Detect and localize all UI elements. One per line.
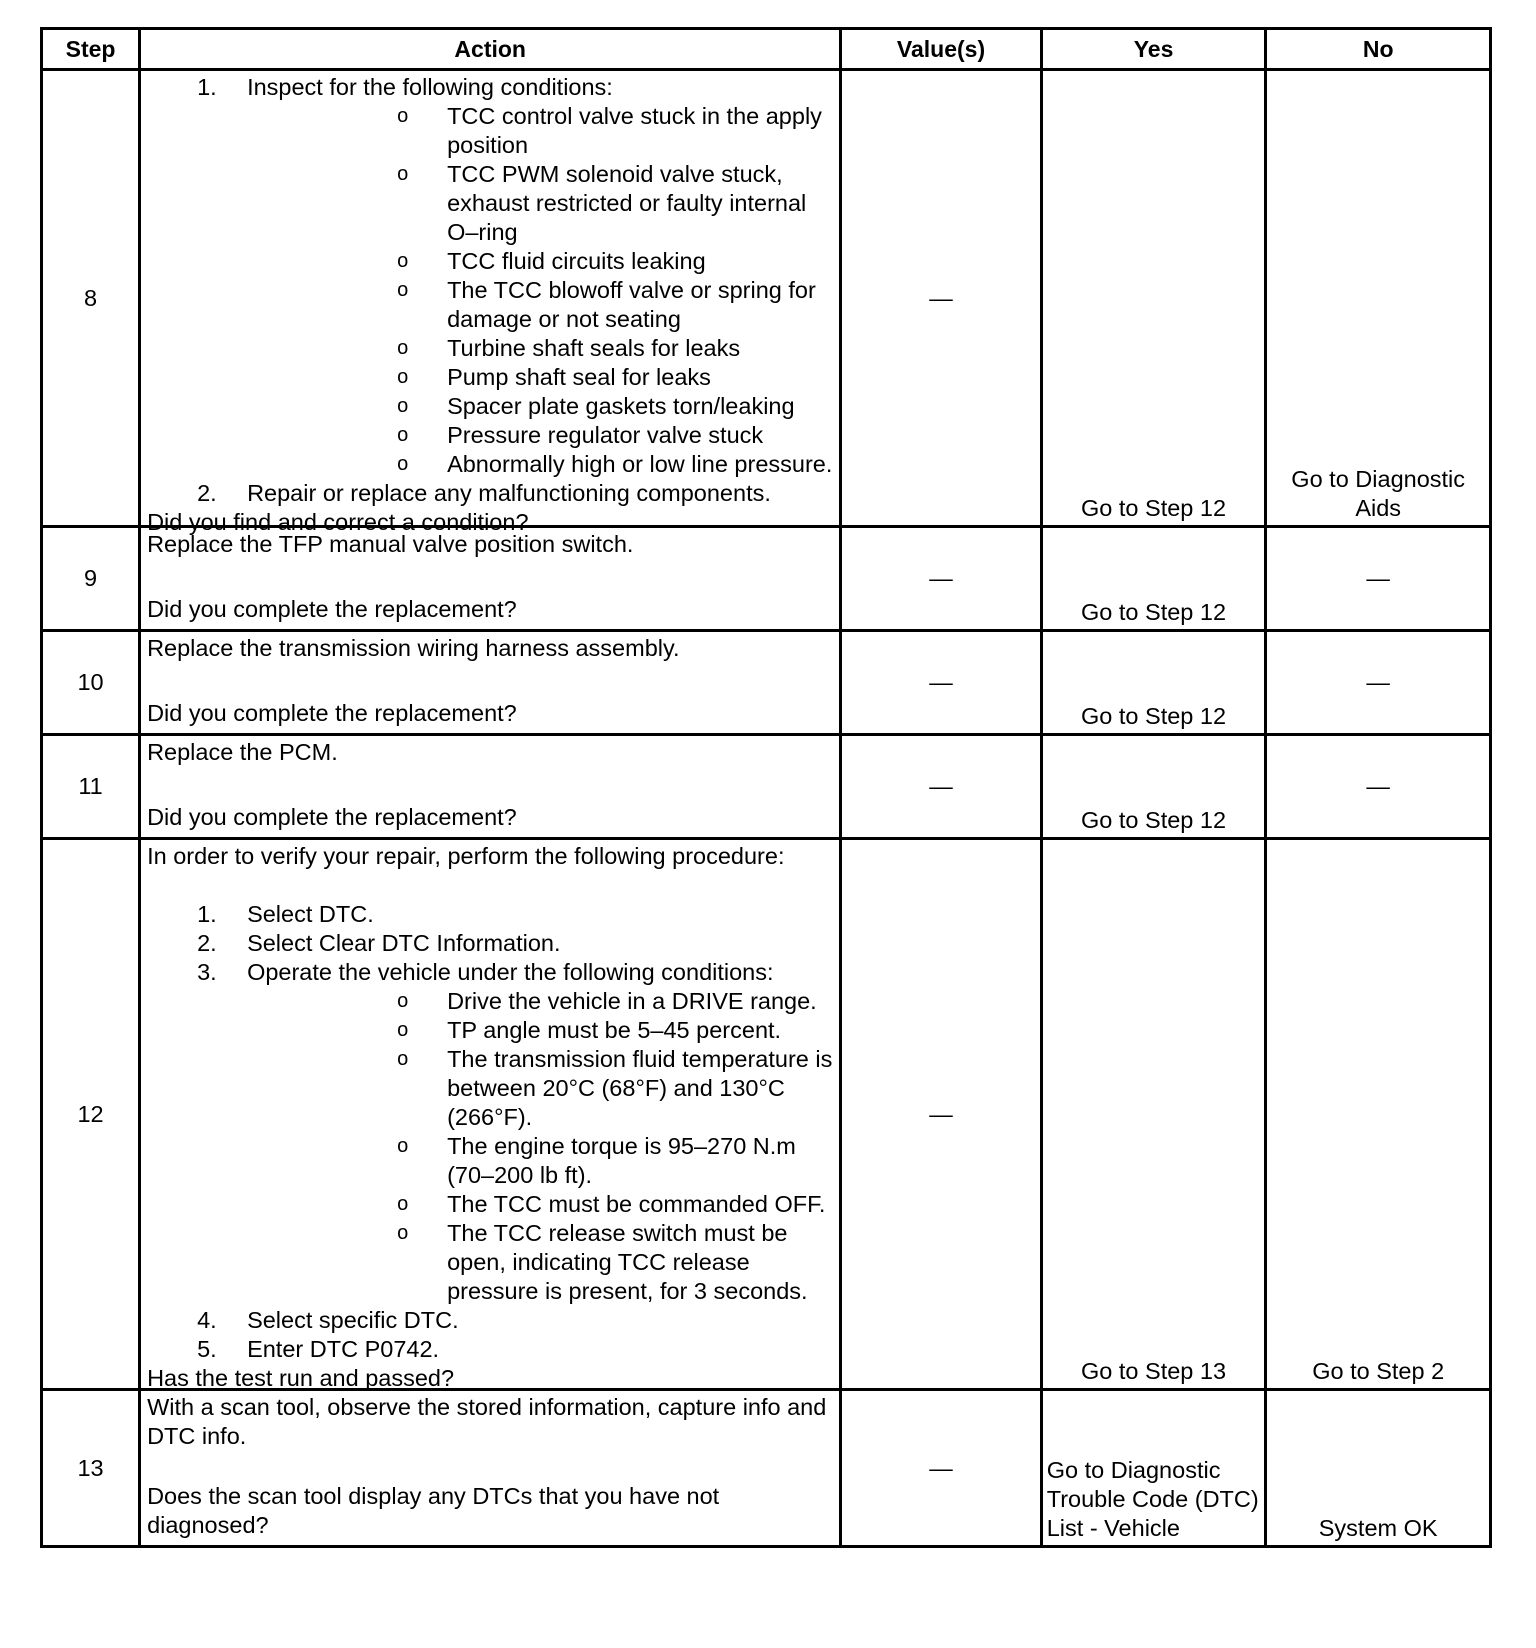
action-question: Has the test run and passed? bbox=[147, 1365, 455, 1391]
procedure-item bbox=[147, 929, 833, 958]
bullet-icon: o bbox=[397, 1222, 409, 1244]
condition-text: Spacer plate gaskets torn/leaking bbox=[447, 393, 795, 419]
value-cell: — bbox=[841, 631, 1041, 735]
bullet-icon: o bbox=[397, 1135, 409, 1157]
yes-cell: Go to Step 12 bbox=[1041, 70, 1266, 527]
action-cell bbox=[140, 527, 841, 631]
action-body bbox=[147, 73, 833, 508]
condition-text: TP angle must be 5–45 percent. bbox=[447, 1017, 782, 1043]
condition-item bbox=[247, 450, 833, 479]
step-number: 12 bbox=[42, 839, 140, 1390]
table-row bbox=[42, 735, 1491, 839]
step-number: 13 bbox=[42, 1390, 140, 1547]
condition-item bbox=[247, 1132, 833, 1190]
item-text: Select DTC. bbox=[247, 901, 374, 927]
condition-item bbox=[247, 102, 833, 160]
bullet-icon: o bbox=[397, 337, 409, 359]
condition-text: The TCC release switch must be open, indicating TCC release pressure is present, for 3 seconds. bbox=[447, 1220, 808, 1304]
condition-item bbox=[247, 421, 833, 450]
procedure-item bbox=[147, 479, 833, 508]
action-intro: Replace the PCM. bbox=[147, 739, 338, 765]
procedure-item bbox=[147, 900, 833, 929]
condition-item bbox=[247, 1190, 833, 1219]
action-content bbox=[147, 530, 833, 624]
item-number: 2. bbox=[197, 930, 217, 956]
action-content bbox=[147, 73, 833, 535]
condition-item bbox=[247, 363, 833, 392]
action-content bbox=[147, 1393, 833, 1540]
bullet-icon: o bbox=[397, 279, 409, 301]
no-cell: — bbox=[1266, 527, 1491, 631]
item-number: 5. bbox=[197, 1336, 217, 1362]
table-row bbox=[42, 1390, 1491, 1547]
header-step: Step bbox=[42, 29, 140, 70]
value-cell: — bbox=[841, 527, 1041, 631]
item-text: Enter DTC P0742. bbox=[247, 1336, 440, 1362]
bullet-icon: o bbox=[397, 163, 409, 185]
bullet-icon: o bbox=[397, 105, 409, 127]
action-content bbox=[147, 842, 833, 1391]
condition-item bbox=[247, 160, 833, 247]
action-intro: With a scan tool, observe the stored information, capture info and DTC info. bbox=[147, 1394, 827, 1449]
condition-item bbox=[247, 247, 833, 276]
step-number: 10 bbox=[42, 631, 140, 735]
action-question: Did you complete the replacement? bbox=[147, 596, 517, 622]
bullet-icon: o bbox=[397, 366, 409, 388]
action-cell bbox=[140, 735, 841, 839]
condition-list bbox=[247, 987, 833, 1306]
condition-text: TCC control valve stuck in the apply position bbox=[447, 103, 822, 158]
item-text: Inspect for the following conditions: bbox=[247, 74, 613, 100]
item-text: Repair or replace any malfunctioning components. bbox=[247, 480, 771, 506]
condition-item bbox=[247, 1045, 833, 1132]
condition-text: Abnormally high or low line pressure. bbox=[447, 451, 833, 477]
condition-text: TCC PWM solenoid valve stuck, exhaust restricted or faulty internal O–ring bbox=[447, 161, 807, 245]
yes-cell: Go to Step 12 bbox=[1041, 631, 1266, 735]
item-text: Select specific DTC. bbox=[247, 1307, 459, 1333]
action-cell bbox=[140, 839, 841, 1390]
no-cell: — bbox=[1266, 631, 1491, 735]
header-values: Value(s) bbox=[841, 29, 1041, 70]
condition-item bbox=[247, 392, 833, 421]
procedure-item bbox=[147, 73, 833, 479]
item-number: 1. bbox=[197, 74, 217, 100]
step-number: 8 bbox=[42, 70, 140, 527]
bullet-icon: o bbox=[397, 395, 409, 417]
condition-text: Pressure regulator valve stuck bbox=[447, 422, 764, 448]
header-row bbox=[42, 29, 1491, 70]
item-number: 3. bbox=[197, 959, 217, 985]
action-content bbox=[147, 738, 833, 832]
procedure-item bbox=[147, 1306, 833, 1335]
condition-text: Drive the vehicle in a DRIVE range. bbox=[447, 988, 817, 1014]
condition-text: The TCC must be commanded OFF. bbox=[447, 1191, 826, 1217]
item-number: 1. bbox=[197, 901, 217, 927]
bullet-icon: o bbox=[397, 453, 409, 475]
action-content bbox=[147, 634, 833, 728]
bullet-icon: o bbox=[397, 424, 409, 446]
condition-item bbox=[247, 276, 833, 334]
yes-cell: Go to Step 13 bbox=[1041, 839, 1266, 1390]
value-cell: — bbox=[841, 1390, 1041, 1547]
item-number: 2. bbox=[197, 480, 217, 506]
table-row bbox=[42, 70, 1491, 527]
action-body bbox=[147, 634, 833, 663]
step-number: 11 bbox=[42, 735, 140, 839]
condition-item bbox=[247, 1219, 833, 1306]
action-body bbox=[147, 1393, 833, 1451]
condition-item bbox=[247, 334, 833, 363]
value-cell: — bbox=[841, 70, 1041, 527]
bullet-icon: o bbox=[397, 1019, 409, 1041]
step-number: 9 bbox=[42, 527, 140, 631]
item-text: Operate the vehicle under the following conditions: bbox=[247, 959, 774, 985]
action-intro: In order to verify your repair, perform the following procedure: bbox=[147, 843, 785, 869]
header-no: No bbox=[1266, 29, 1491, 70]
action-question: Did you complete the replacement? bbox=[147, 804, 517, 830]
condition-text: TCC fluid circuits leaking bbox=[447, 248, 706, 274]
yes-cell: Go to Step 12 bbox=[1041, 735, 1266, 839]
condition-item bbox=[247, 987, 833, 1016]
condition-item bbox=[247, 1016, 833, 1045]
procedure-list bbox=[147, 73, 833, 508]
bullet-icon: o bbox=[397, 1193, 409, 1215]
condition-list bbox=[247, 102, 833, 479]
bullet-icon: o bbox=[397, 1048, 409, 1070]
action-cell bbox=[140, 631, 841, 735]
action-question: Did you find and correct a condition? bbox=[147, 509, 529, 535]
procedure-list bbox=[147, 900, 833, 1364]
condition-text: The transmission fluid temperature is between 20°C (68°F) and 130°C (266°F). bbox=[447, 1046, 833, 1130]
action-body bbox=[147, 530, 833, 559]
item-number: 4. bbox=[197, 1307, 217, 1333]
no-cell: Go to Diagnostic Aids bbox=[1266, 70, 1491, 527]
no-cell: — bbox=[1266, 735, 1491, 839]
value-cell: — bbox=[841, 839, 1041, 1390]
yes-cell: Go to Diagnostic Trouble Code (DTC) List - Vehicle bbox=[1041, 1390, 1266, 1547]
action-intro: Replace the TFP manual valve position switch. bbox=[147, 531, 634, 557]
header-action: Action bbox=[140, 29, 841, 70]
action-cell bbox=[140, 70, 841, 535]
header-yes: Yes bbox=[1041, 29, 1266, 70]
table-row bbox=[42, 839, 1491, 1390]
no-cell: System OK bbox=[1266, 1390, 1491, 1547]
condition-text: Turbine shaft seals for leaks bbox=[447, 335, 741, 361]
procedure-item bbox=[147, 1335, 833, 1364]
procedure-item bbox=[147, 958, 833, 1306]
action-intro: Replace the transmission wiring harness assembly. bbox=[147, 635, 680, 661]
action-question: Does the scan tool display any DTCs that you have not diagnosed? bbox=[147, 1483, 720, 1538]
condition-text: The TCC blowoff valve or spring for damage or not seating bbox=[447, 277, 816, 332]
bullet-icon: o bbox=[397, 250, 409, 272]
condition-text: Pump shaft seal for leaks bbox=[447, 364, 711, 390]
item-text: Select Clear DTC Information. bbox=[247, 930, 561, 956]
action-question: Did you complete the replacement? bbox=[147, 700, 517, 726]
bullet-icon: o bbox=[397, 990, 409, 1012]
table-row bbox=[42, 631, 1491, 735]
value-cell: — bbox=[841, 735, 1041, 839]
table-row bbox=[42, 527, 1491, 631]
yes-cell: Go to Step 12 bbox=[1041, 527, 1266, 631]
diagnostic-table bbox=[40, 27, 1492, 1548]
action-cell bbox=[140, 1390, 841, 1547]
action-body bbox=[147, 738, 833, 767]
no-cell: Go to Step 2 bbox=[1266, 839, 1491, 1390]
action-body bbox=[147, 842, 833, 1364]
condition-text: The engine torque is 95–270 N.m (70–200 lb ft). bbox=[447, 1133, 796, 1188]
